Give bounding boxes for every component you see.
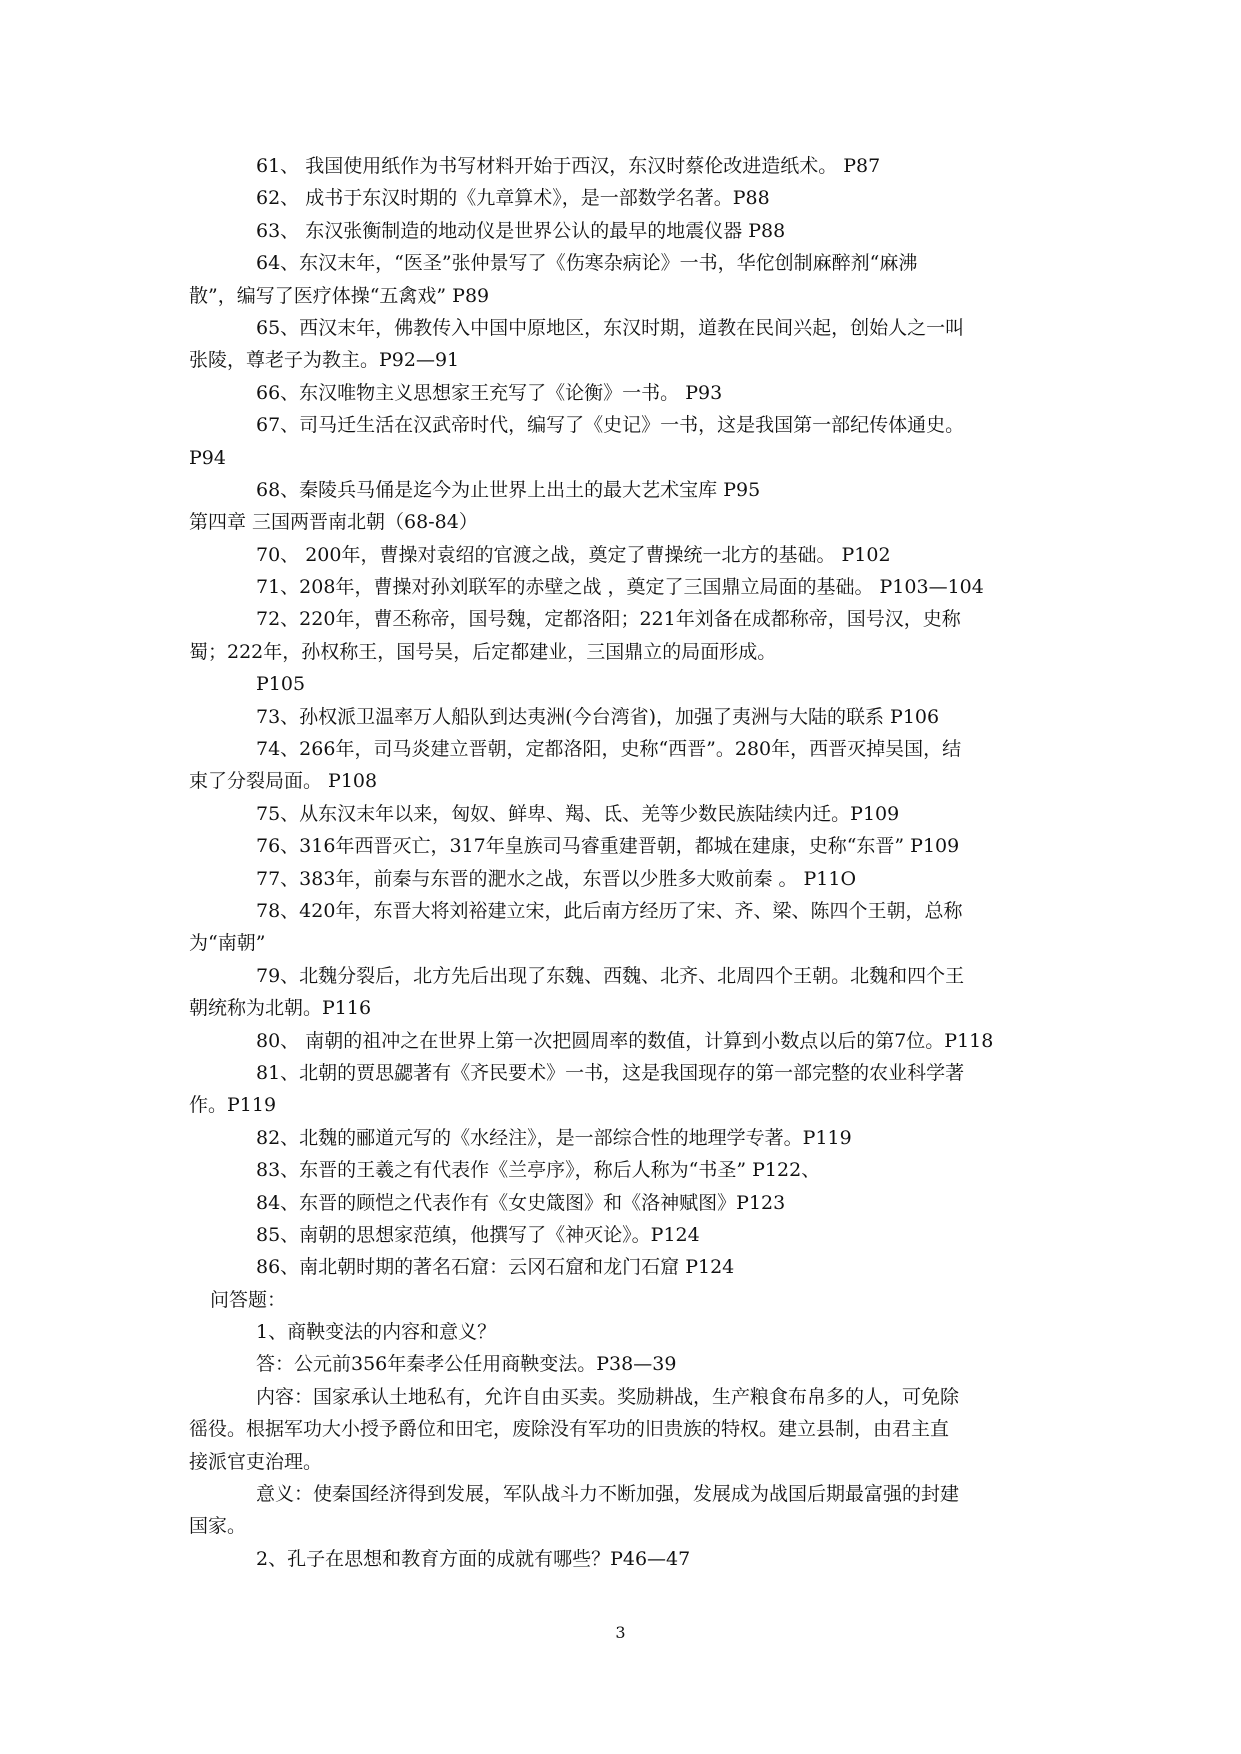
text-line: 70、 200年，曹操对袁绍的官渡之战，奠定了曹操统一北方的基础。 P102 <box>256 543 891 566</box>
text-line: 86、南北朝时期的著名石窟：云冈石窟和龙门石窟 P124 <box>256 1256 735 1279</box>
text-line: 71、208年，曹操对孙刘联军的赤壁之战 ，奠定了三国鼎立局面的基础。 P103—104 <box>256 576 984 599</box>
question: 2、孔子在思想和教育方面的成就有哪些？P46—47 <box>256 1547 691 1570</box>
answer-line: 意义：使秦国经济得到发展，军队战斗力不断加强，发展成为战国后期最富强的封建 <box>256 1483 960 1506</box>
text-line: 77、383年，前秦与东晋的淝水之战，东晋以少胜多大败前秦 。 P11O <box>256 867 857 890</box>
text-line: 61、 我国使用纸作为书写材料开始于西汉，东汉时蔡伦改进造纸术。 P87 <box>256 155 881 177</box>
text-line: 蜀；222年，孙权称王，国号吴，后定都建业，三国鼎立的局面形成。 <box>189 640 777 663</box>
question: 1、商鞅变法的内容和意义？ <box>256 1321 497 1344</box>
answer-line: 徭役。根据军功大小授予爵位和田宅，废除没有军功的旧贵族的特权。建立县制，由君主直 <box>189 1418 950 1441</box>
section-heading: 问答题： <box>210 1288 287 1311</box>
text-line: 66、东汉唯物主义思想家王充写了《论衡》一书。 P93 <box>256 381 723 404</box>
text-line: 作。P119 <box>189 1094 277 1117</box>
text-line: 79、北魏分裂后，北方先后出现了东魏、西魏、北齐、北周四个王朝。北魏和四个王 <box>256 964 965 987</box>
text-line: P105 <box>256 673 306 696</box>
text-line: 65、西汉末年，佛教传入中国中原地区，东汉时期，道教在民间兴起，创始人之一叫 <box>256 316 965 339</box>
text-line: 75、从东汉末年以来，匈奴、鲜卑、羯、氐、羌等少数民族陆续内迁。P109 <box>256 802 900 825</box>
text-line: 束了分裂局面。 P108 <box>189 770 378 793</box>
text-body <box>189 150 1089 1575</box>
text-line: P94 <box>189 446 226 469</box>
text-line: 85、南朝的思想家范缜，他撰写了《神灭论》。P124 <box>256 1223 700 1246</box>
answer-line: 内容：国家承认土地私有，允许自由买卖。奖励耕战，生产粮食布帛多的人，可免除 <box>256 1385 960 1408</box>
text-line: 83、东晋的王羲之有代表作《兰亭序》，称后人称为“书圣” P122、 <box>256 1159 821 1182</box>
text-line: 62、 成书于东汉时期的《九章算术》，是一部数学名著。P88 <box>256 187 770 210</box>
text-line: 为“南朝” <box>189 932 266 955</box>
answer-line: 国家。 <box>189 1515 247 1538</box>
text-line: 张陵，尊老子为教主。P92—91 <box>189 349 460 372</box>
text-line: 68、秦陵兵马俑是迄今为止世界上出土的最大艺术宝库 P95 <box>256 478 761 501</box>
text-line: 朝统称为北朝。P116 <box>189 997 372 1020</box>
answer-line: 接派官吏治理。 <box>189 1450 323 1473</box>
text-line: 散”，编写了医疗体操“五禽戏” P89 <box>189 284 490 307</box>
text-line: 82、北魏的郦道元写的《水经注》，是一部综合性的地理学专著。P119 <box>256 1126 852 1149</box>
text-line: 80、 南朝的祖冲之在世界上第一次把圆周率的数值，计算到小数点以后的第7位。P118 <box>256 1029 994 1052</box>
text-line: 72、220年，曹丕称帝，国号魏，定都洛阳；221年刘备在成都称帝，国号汉，史称 <box>256 608 961 631</box>
text-line: 73、孙权派卫温率万人船队到达夷洲(今台湾省)，加强了夷洲与大陆的联系 P106 <box>256 705 940 728</box>
text-line: 76、316年西晋灭亡，317年皇族司马睿重建晋朝，都城在建康，史称“东晋” P109 <box>256 835 960 858</box>
answer-line: 答：公元前356年秦孝公任用商鞅变法。P38—39 <box>256 1353 677 1376</box>
text-line: 64、东汉末年，“医圣”张仲景写了《伤寒杂病论》一书，华佗创制麻醉剂“麻沸 <box>256 252 918 275</box>
text-line: 81、北朝的贾思勰著有《齐民要术》一书，这是我国现存的第一部完整的农业科学著 <box>256 1061 965 1084</box>
page-number: 3 <box>615 1623 626 1642</box>
text-line: 78、420年，东晋大将刘裕建立宋，此后南方经历了宋、齐、梁、陈四个王朝，总称 <box>256 899 963 922</box>
text-line: 84、东晋的顾恺之代表作有《女史箴图》和《洛神赋图》P123 <box>256 1191 786 1214</box>
text-line: 63、 东汉张衡制造的地动仪是世界公认的最早的地震仪器 P88 <box>256 219 786 242</box>
text-line: 74、266年，司马炎建立晋朝，定都洛阳，史称“西晋”。280年，西晋灭掉吴国，结 <box>256 738 962 761</box>
text-line: 67、司马迁生活在汉武帝时代，编写了《史记》一书，这是我国第一部纪传体通史。 <box>256 414 965 437</box>
chapter-heading: 第四章 三国两晋南北朝（68-84） <box>189 511 478 534</box>
